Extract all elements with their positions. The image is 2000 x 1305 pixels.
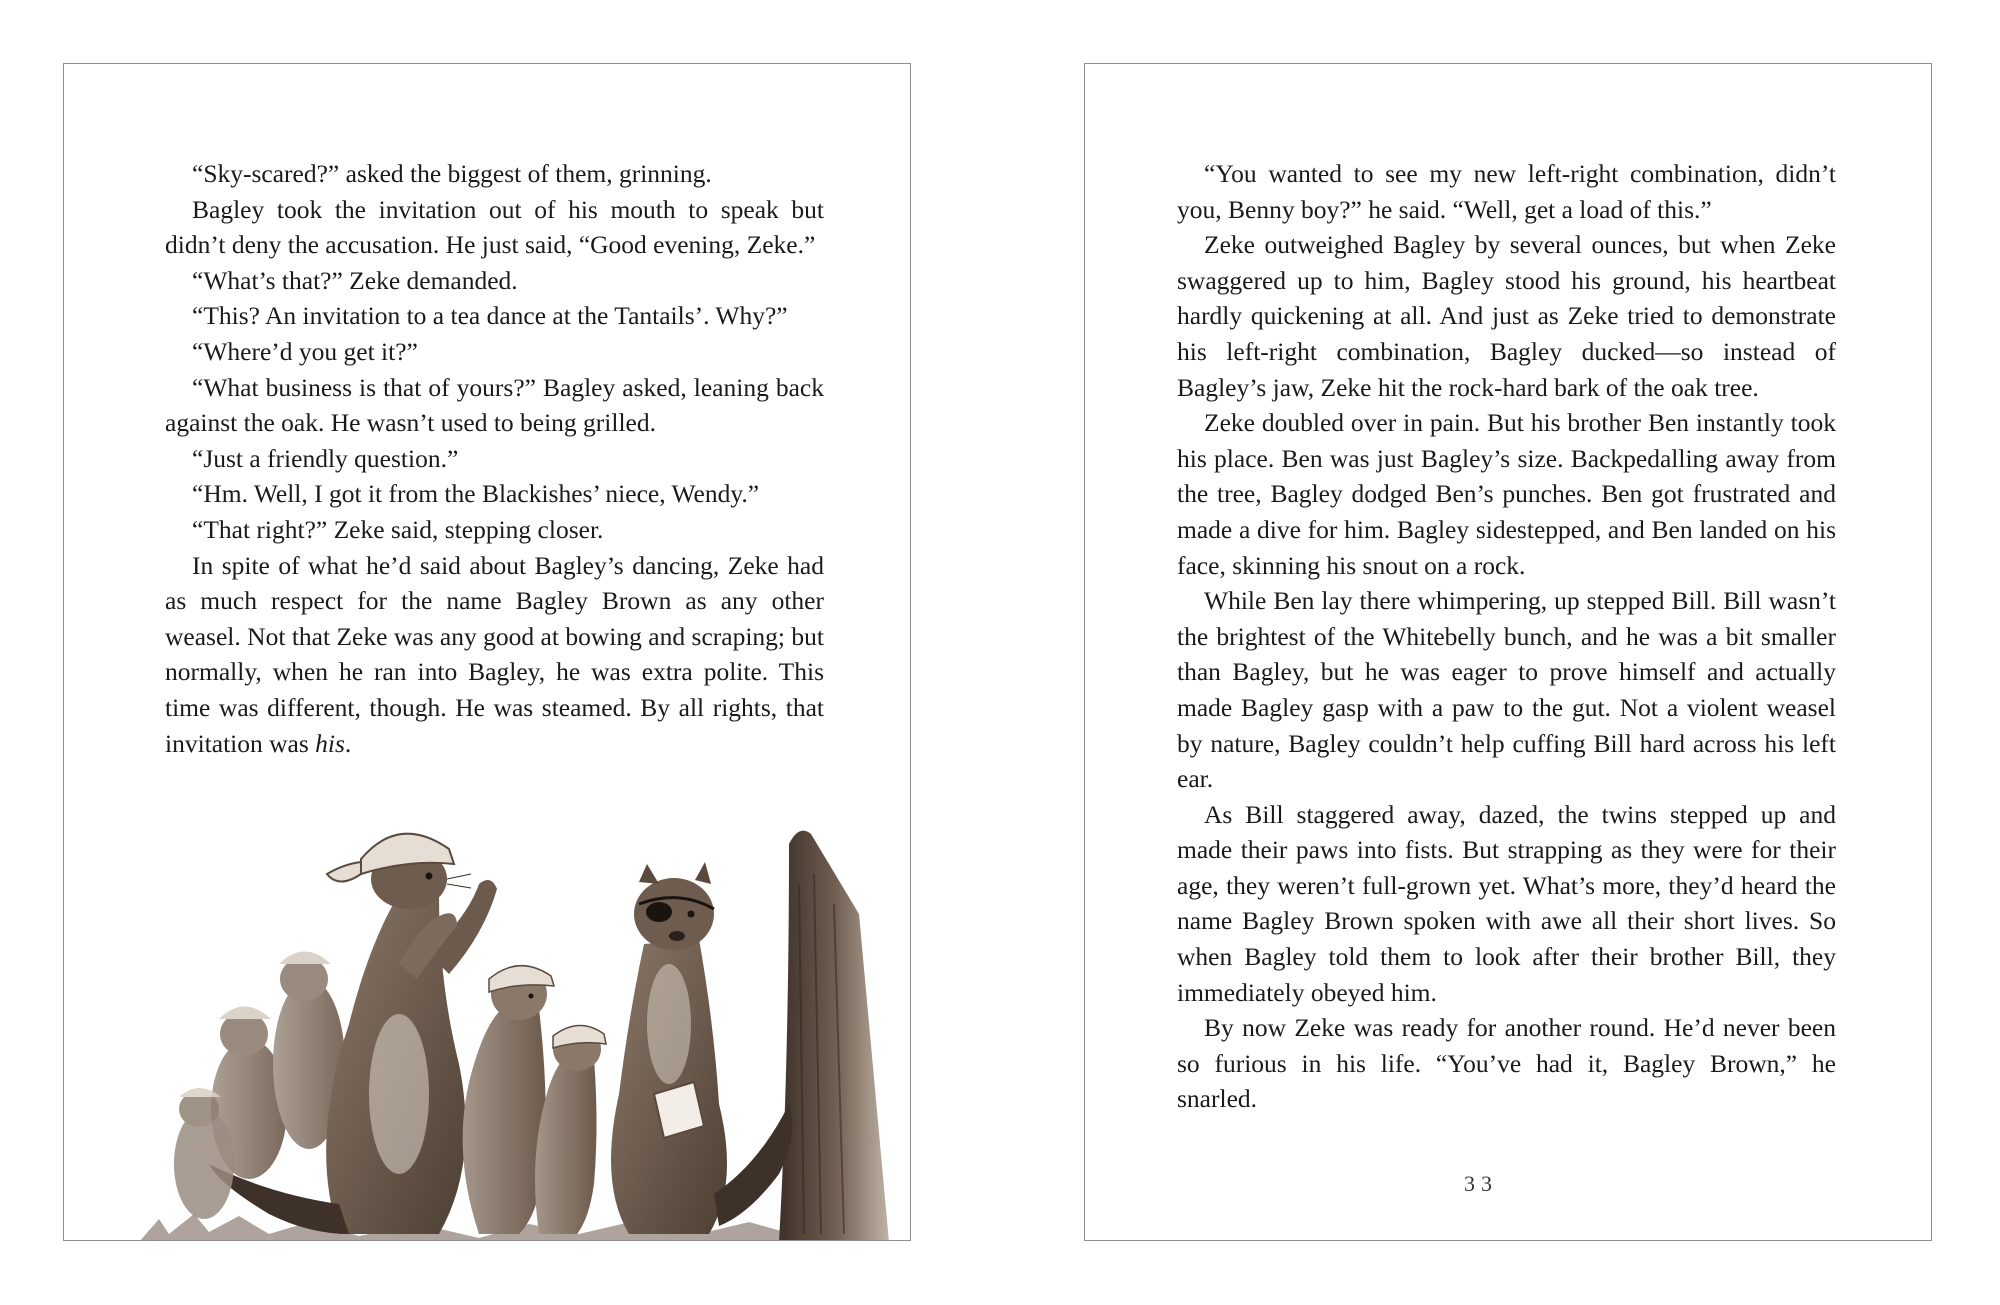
paragraph: “This? An invitation to a tea dance at the Tantails’. Why?”	[192, 301, 788, 331]
paragraph-end: .	[344, 728, 352, 758]
paragraph: “You wanted to see my new left-right combination, didn’t you, Benny boy?” he said. “Well, get a load of this.”	[1177, 159, 1836, 224]
paragraph: “That right?” Zeke said, stepping closer.	[192, 514, 604, 544]
paragraph: “Sky-scared?” asked the biggest of them, grinning.	[192, 159, 712, 188]
paragraph: By now Zeke was ready for another round. He’d never been so furious in his life. “You’ve had it, Bagley Brown,” he snarled.	[1177, 1013, 1836, 1114]
right-book-page	[1084, 63, 1932, 1241]
paragraph: As Bill staggered away, dazed, the twins stepped up and made their paws into fists. But strapping as they were for their age, they weren’t full-grown yet. What’s more, they’d heard the name Bagley Brown spoken with awe all their short lives. So when Bagley told them to look after their brother Bill, they immediately obeyed him.	[1177, 799, 1836, 1007]
paragraph-last	[165, 548, 824, 762]
paragraph: “Where’d you get it?”	[192, 336, 418, 366]
paragraph: While Ben lay there whimpering, up stepped Bill. Bill wasn’t the brightest of the Whitebelly bunch, and he was a bit smaller than Bagley, but he was eager to prove himself and actually made Bagley gasp with a paw to the gut. Not a violent weasel by nature, Bagley couldn’t help cuffing Bill hard across his left ear.	[1177, 586, 1836, 794]
paragraph: “Just a friendly question.”	[192, 443, 459, 473]
paragraph: “What’s that?” Zeke demanded.	[192, 265, 518, 295]
page-number: 33	[1464, 1171, 1498, 1196]
paragraph-text: In spite of what he’d said about Bagley’s dancing, Zeke had as much respect for the name Bagley Brown as any other weasel. Not that Zeke was any good at bowing and scraping; but normally, when he ran into Bagley, he was extra polite. This time was different, though. He was steamed. By all rights, that invitation was	[165, 550, 824, 758]
emphasis-text: his	[315, 728, 345, 758]
paragraph: Zeke outweighed Bagley by several ounces, but when Zeke swaggered up to him, Bagley stood his ground, his heartbeat hardly quickening at all. And just as Zeke tried to demonstrate his left-right combination, Bagley ducked—so instead of Bagley’s jaw, Zeke hit the rock-hard bark of the oak tree.	[1177, 230, 1836, 402]
paragraph: “What business is that of yours?” Bagley asked, leaning back against the oak. He wasn’t used to being grilled.	[165, 372, 824, 438]
paragraph: Bagley took the invitation out of his mouth to speak but didn’t deny the accusation. He just said, “Good evening, Zeke.”	[165, 194, 824, 260]
left-book-page	[63, 63, 911, 1241]
paragraph: “Hm. Well, I got it from the Blackishes’ niece, Wendy.”	[192, 479, 760, 509]
left-page-text	[165, 156, 824, 761]
weasels-sepia-illustration-icon	[99, 764, 899, 1241]
right-page-text	[1177, 156, 1836, 1117]
paragraph: Zeke doubled over in pain. But his brother Ben instantly took his place. Ben was just Bagley’s size. Backpedalling away from the tree, Bagley dodged Ben’s punches. Ben got frustrated and made a dive for him. Bagley sidestepped, and Ben landed on his face, skinning his snout on a rock.	[1177, 408, 1836, 580]
